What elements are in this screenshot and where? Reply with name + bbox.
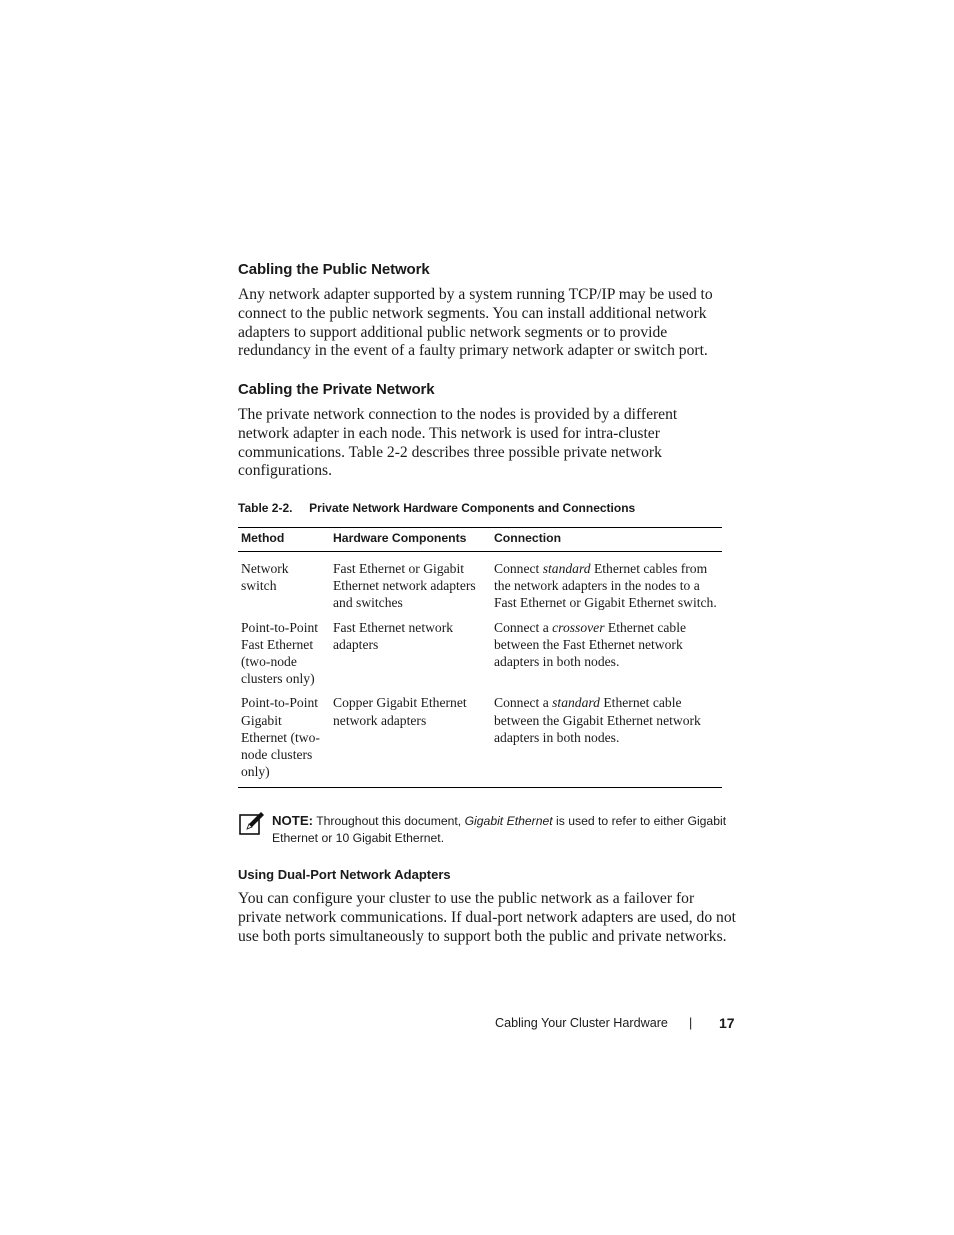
note-text-pre: Throughout this document, <box>313 814 465 828</box>
page-number: 17 <box>719 1015 735 1031</box>
note-pencil-icon <box>239 810 265 836</box>
table-row <box>238 694 722 788</box>
paragraph-public-network: Any network adapter supported by a system running TCP/IP may be used to connect to the public network segments. You can install additional network adapters to support additional public network segments or to provide redundancy in the event of a faulty primary network adapter or switch port. <box>238 286 713 360</box>
cell-connection-pre: Connect a <box>494 619 553 635</box>
table-caption-label: Table 2-2. <box>238 501 293 515</box>
note-text-post: is used to refer to either Gigabit Ethernet or 10 Gigabit Ethernet. <box>272 814 727 845</box>
cell-hardware: Copper Gigabit Ethernet network adapters <box>333 695 467 728</box>
cell-connection <box>491 694 722 788</box>
paragraph-private-network: The private network connection to the nodes is provided by a different network adapter in each node. This network is used for intra-cluster communications. Table 2-2 describes three possible private network configurations. <box>238 406 678 480</box>
table-caption-title: Private Network Hardware Components and Connections <box>309 501 636 515</box>
section-heading-private-network: Cabling the Private Network <box>238 381 435 398</box>
table-caption <box>238 501 635 515</box>
note <box>272 812 744 847</box>
table-header-row <box>238 528 722 552</box>
note-label: NOTE: <box>272 813 314 828</box>
section-heading-public-network: Cabling the Public Network <box>238 261 430 278</box>
note-emphasis: Gigabit Ethernet <box>464 814 553 828</box>
cell-method: Point-to-Point Fast Ethernet (two-node clusters only) <box>241 619 319 687</box>
cell-connection-pre: Connect a <box>494 695 553 711</box>
cell-method: Network switch <box>241 561 289 594</box>
cell-connection <box>491 552 722 619</box>
footer-separator: | <box>689 1016 693 1030</box>
cell-hardware: Fast Ethernet network adapters <box>333 619 454 652</box>
cell-connection-post: Ethernet cables from the network adapters in the nodes to a Fast Ethernet or Gigabit Ethernet switch. <box>494 561 717 611</box>
column-header-method: Method <box>241 531 285 545</box>
cell-connection-emphasis: crossover <box>552 619 605 635</box>
cell-method: Point-to-Point Gigabit Ethernet (two-node clusters only) <box>241 695 320 780</box>
column-header-connection: Connection <box>494 531 562 545</box>
table-row <box>238 552 722 619</box>
cell-connection-emphasis: standard <box>552 695 600 711</box>
paragraph-dual-port: You can configure your cluster to use the public network as a failover for private network communications. If dual-port network adapters are used, do not use both ports simultaneously to support both the public and private networks. <box>238 890 736 945</box>
cell-connection-post: Ethernet cable between the Gigabit Ethernet network adapters in both nodes. <box>494 695 701 745</box>
footer-chapter-title: Cabling Your Cluster Hardware <box>495 1016 668 1030</box>
cell-connection-post: Ethernet cable between the Fast Ethernet network adapters in both nodes. <box>494 619 687 670</box>
table-row <box>238 619 722 695</box>
section-heading-dual-port: Using Dual-Port Network Adapters <box>238 867 451 882</box>
cell-hardware: Fast Ethernet or Gigabit Ethernet network adapters and switches <box>333 561 476 611</box>
cell-connection-pre: Connect <box>494 561 543 576</box>
cell-connection <box>491 619 722 695</box>
cell-connection-emphasis: standard <box>542 561 591 576</box>
private-network-table <box>238 527 722 788</box>
column-header-hardware: Hardware Components <box>333 531 467 545</box>
